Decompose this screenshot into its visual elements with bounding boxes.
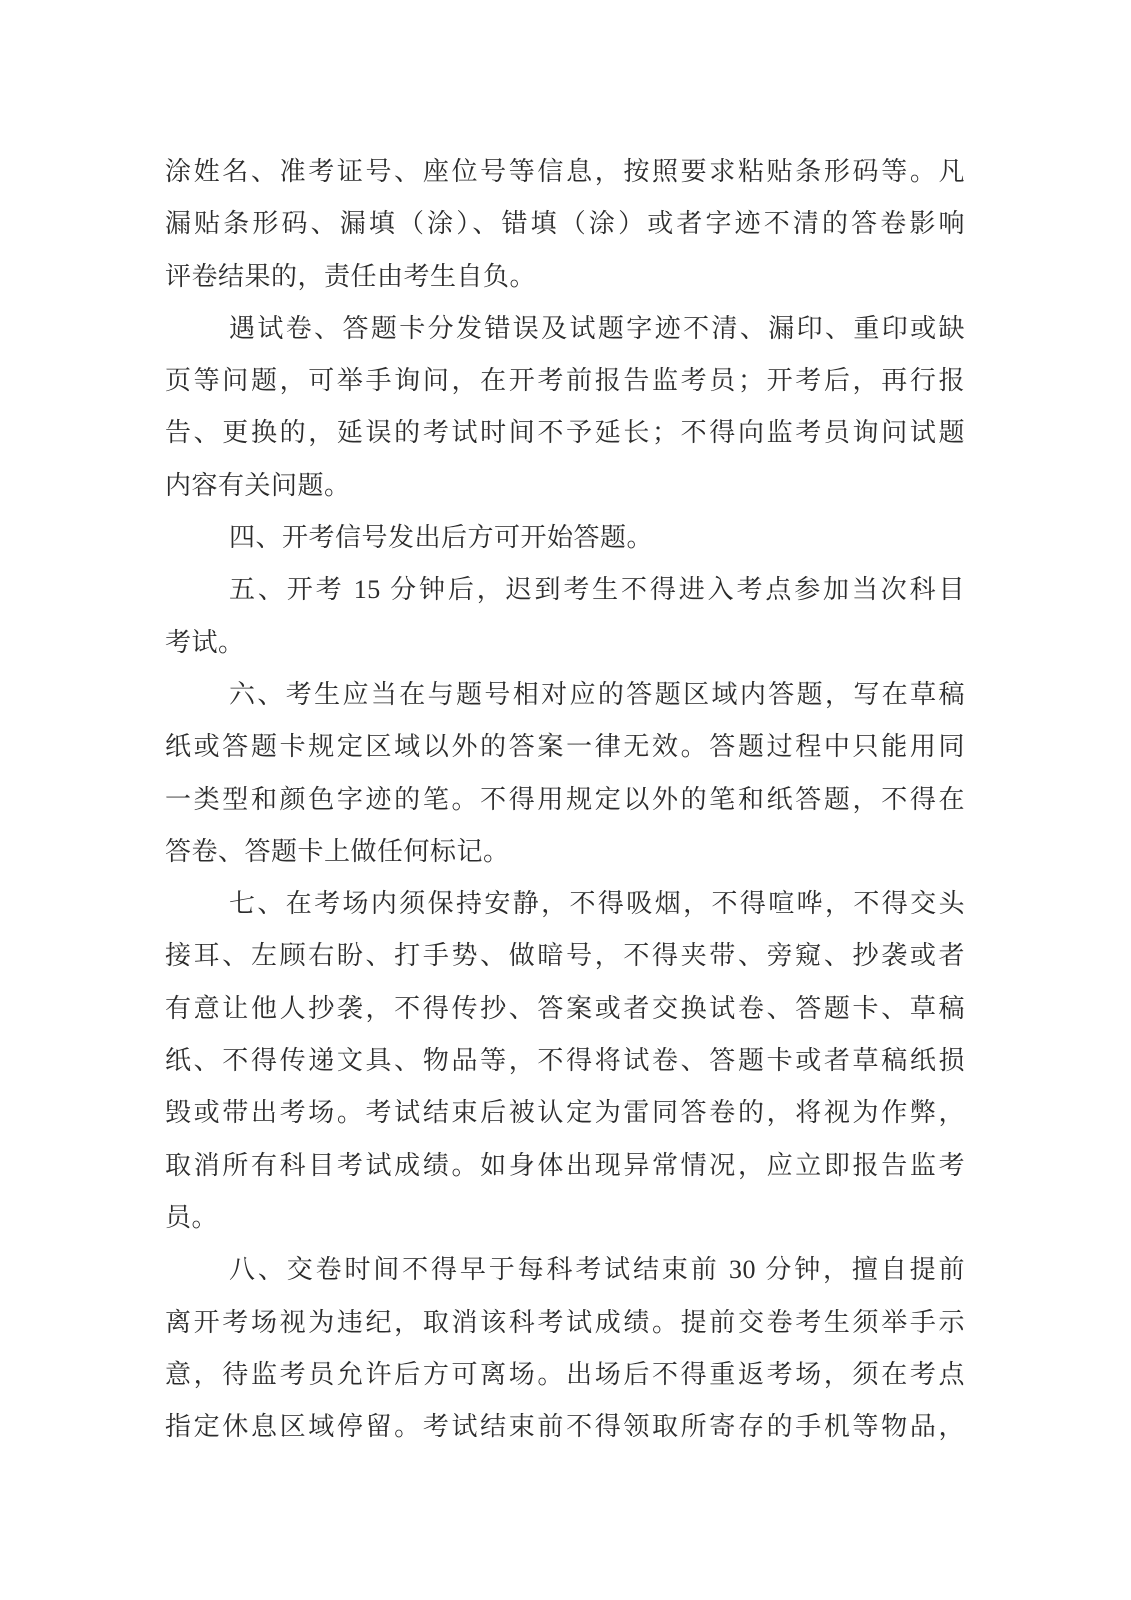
text-line: 指定休息区域停留。考试结束前不得领取所寄存的手机等物品， — [165, 1412, 965, 1442]
text-line: 六、考生应当在与题号相对应的答题区域内答题，写在草稿 — [229, 679, 965, 709]
text-line: 员。 — [165, 1202, 219, 1232]
text-line: 漏贴条形码、漏填（涂）、错填（涂）或者字迹不清的答卷影响 — [165, 209, 965, 239]
text-line: 八、交卷时间不得早于每科考试结束前 30 分钟，擅自提前 — [229, 1255, 965, 1285]
text-line: 一类型和颜色字迹的笔。不得用规定以外的笔和纸答题，不得在 — [165, 784, 965, 814]
text-line: 页等问题，可举手询问，在开考前报告监考员；开考后，再行报 — [165, 366, 965, 396]
text-line: 意，待监考员允许后方可离场。出场后不得重返考场，须在考点 — [165, 1359, 965, 1389]
text-line: 接耳、左顾右盼、打手势、做暗号，不得夹带、旁窥、抄袭或者 — [165, 941, 965, 971]
text-line: 取消所有科目考试成绩。如身体出现异常情况，应立即报告监考 — [165, 1150, 965, 1180]
text-line: 纸、不得传递文具、物品等，不得将试卷、答题卡或者草稿纸损 — [165, 1046, 965, 1076]
text-line: 离开考场视为违纪，取消该科考试成绩。提前交卷考生须举手示 — [165, 1307, 965, 1337]
text-line: 考试。 — [165, 627, 245, 657]
text-line: 遇试卷、答题卡分发错误及试题字迹不清、漏印、重印或缺 — [229, 313, 965, 343]
text-line: 毁或带出考场。考试结束后被认定为雷同答卷的，将视为作弊， — [165, 1098, 965, 1128]
text-line: 七、在考场内须保持安静，不得吸烟，不得喧哗，不得交头 — [229, 889, 965, 919]
text-line: 涂姓名、准考证号、座位号等信息，按照要求粘贴条形码等。凡 — [165, 157, 965, 186]
document-text-block — [165, 146, 965, 1453]
text-line: 答卷、答题卡上做任何标记。 — [165, 836, 510, 866]
text-line: 四、开考信号发出后方可开始答题。 — [229, 523, 654, 553]
text-line: 纸或答题卡规定区域以外的答案一律无效。答题过程中只能用同 — [165, 732, 965, 762]
text-line: 内容有关问题。 — [165, 470, 351, 500]
text-line: 五、开考 15 分钟后，迟到考生不得进入考点参加当次科目 — [229, 575, 965, 605]
text-line: 有意让他人抄袭，不得传抄、答案或者交换试卷、答题卡、草稿 — [165, 993, 965, 1023]
text-line: 评卷结果的，责任由考生自负。 — [165, 261, 537, 291]
text-line: 告、更换的，延误的考试时间不予延长；不得向监考员询问试题 — [165, 418, 965, 448]
